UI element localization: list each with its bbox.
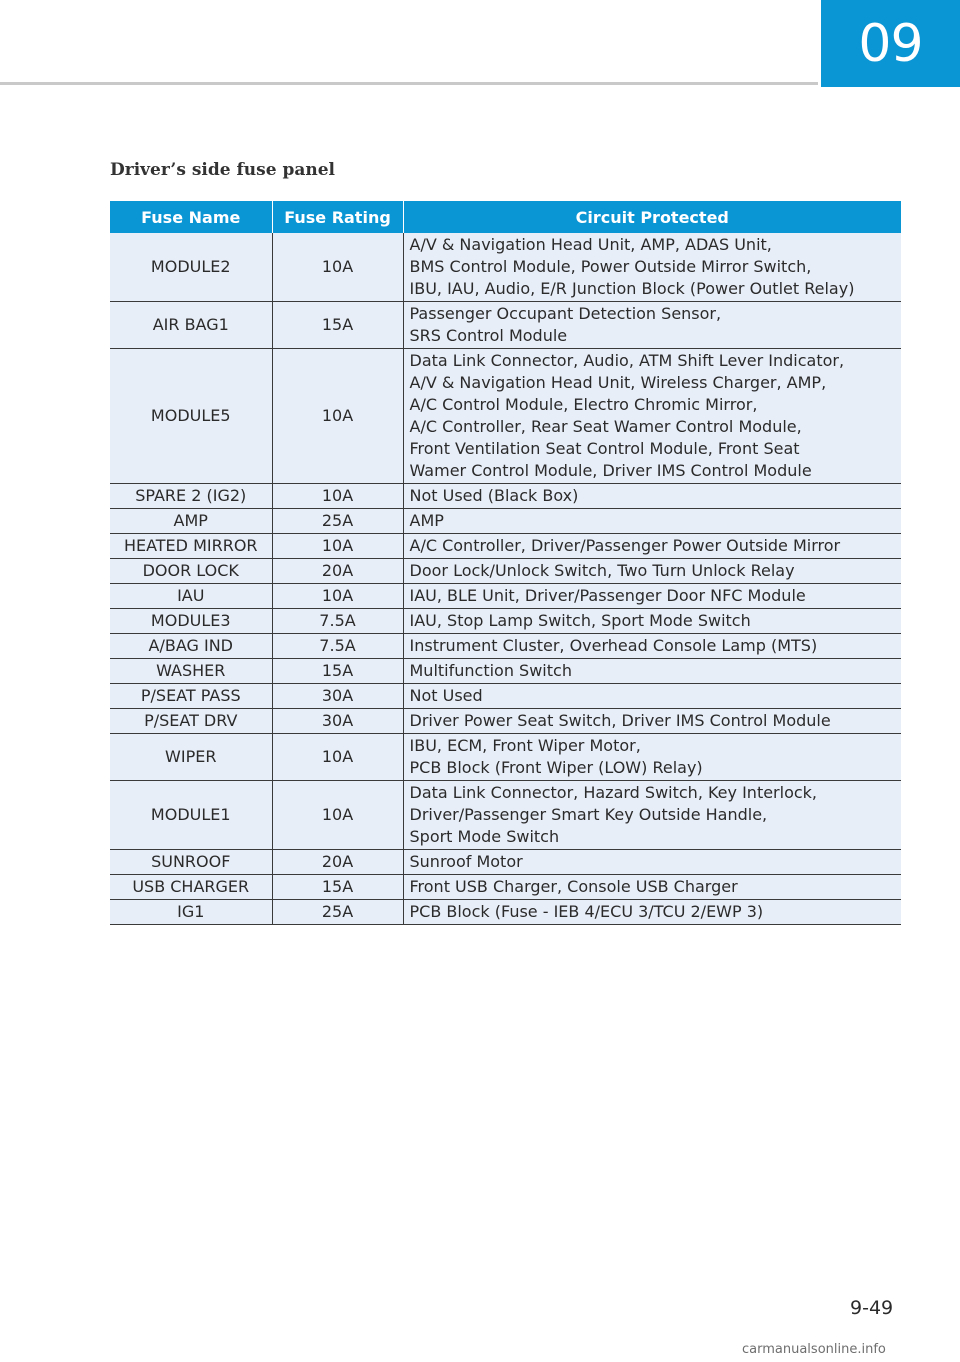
circuit-protected-cell: IBU, ECM, Front Wiper Motor, PCB Block (Front Wiper (LOW) Relay) [403,734,901,781]
table-row [110,850,901,875]
circuit-protected-cell: Not Used (Black Box) [403,484,901,509]
table-row [110,781,901,850]
circuit-protected-cell: PCB Block (Fuse - IEB 4/ECU 3/TCU 2/EWP 3) [403,900,901,925]
fuse-rating-cell: 10A [272,484,403,509]
table-row [110,559,901,584]
fuse-name-cell: IG1 [110,900,272,925]
table-row [110,900,901,925]
fuse-rating-cell: 7.5A [272,609,403,634]
table-row [110,609,901,634]
table-row [110,875,901,900]
fuse-rating-cell: 30A [272,684,403,709]
table-row [110,709,901,734]
circuit-protected-cell: A/C Controller, Driver/Passenger Power Outside Mirror [403,534,901,559]
fuse-name-cell: HEATED MIRROR [110,534,272,559]
fuse-table [110,201,901,925]
fuse-rating-cell: 10A [272,584,403,609]
fuse-name-cell: MODULE5 [110,349,272,484]
fuse-name-cell: IAU [110,584,272,609]
circuit-protected-cell: Passenger Occupant Detection Sensor, SRS Control Module [403,302,901,349]
fuse-name-cell: A/BAG IND [110,634,272,659]
fuse-rating-cell: 15A [272,659,403,684]
fuse-name-cell: P/SEAT PASS [110,684,272,709]
circuit-protected-cell: IAU, BLE Unit, Driver/Passenger Door NFC Module [403,584,901,609]
fuse-name-cell: AIR BAG1 [110,302,272,349]
circuit-protected-cell: Sunroof Motor [403,850,901,875]
circuit-protected-cell: Data Link Connector, Hazard Switch, Key Interlock, Driver/Passenger Smart Key Outside Handle, Sport Mode Switch [403,781,901,850]
fuse-rating-cell: 10A [272,233,403,302]
circuit-protected-cell: Driver Power Seat Switch, Driver IMS Control Module [403,709,901,734]
table-row [110,534,901,559]
header-fuse-rating: Fuse Rating [272,201,403,233]
fuse-rating-cell: 10A [272,734,403,781]
fuse-rating-cell: 15A [272,875,403,900]
table-row [110,659,901,684]
table-row [110,349,901,484]
header-fuse-name: Fuse Name [110,201,272,233]
circuit-protected-cell: A/V & Navigation Head Unit, AMP, ADAS Unit, BMS Control Module, Power Outside Mirror Switch, IBU, IAU, Audio, E/R Junction Block (Power Outlet Relay) [403,233,901,302]
fuse-name-cell: WIPER [110,734,272,781]
circuit-protected-cell: Data Link Connector, Audio, ATM Shift Lever Indicator, A/V & Navigation Head Unit, Wireless Charger, AMP, A/C Control Module, Electro Chromic Mirror, A/C Controller, Rear Seat Wamer Control Module, Front Ventilation Seat Control Module, Front Seat Wamer Control Module, Driver IMS Control Module [403,349,901,484]
circuit-protected-cell: Not Used [403,684,901,709]
circuit-protected-cell: Instrument Cluster, Overhead Console Lamp (MTS) [403,634,901,659]
fuse-name-cell: MODULE1 [110,781,272,850]
fuse-rating-cell: 10A [272,781,403,850]
table-row [110,634,901,659]
fuse-rating-cell: 25A [272,509,403,534]
table-row [110,684,901,709]
fuse-name-cell: P/SEAT DRV [110,709,272,734]
fuse-rating-cell: 25A [272,900,403,925]
fuse-rating-cell: 10A [272,534,403,559]
fuse-name-cell: SPARE 2 (IG2) [110,484,272,509]
table-row [110,233,901,302]
watermark-text: carmanualsonline.info [742,1342,886,1357]
circuit-protected-cell: Door Lock/Unlock Switch, Two Turn Unlock Relay [403,559,901,584]
table-row [110,584,901,609]
fuse-name-cell: MODULE3 [110,609,272,634]
page-number: 9-49 [850,1297,894,1319]
table-header-row [110,201,901,233]
fuse-name-cell: WASHER [110,659,272,684]
fuse-name-cell: AMP [110,509,272,534]
header-rule [0,82,818,85]
section-title: Driver’s side fuse panel [110,160,336,180]
fuse-rating-cell: 10A [272,349,403,484]
header-circuit-protected: Circuit Protected [403,201,901,233]
table-row [110,509,901,534]
fuse-rating-cell: 30A [272,709,403,734]
fuse-rating-cell: 15A [272,302,403,349]
fuse-rating-cell: 20A [272,850,403,875]
fuse-name-cell: SUNROOF [110,850,272,875]
fuse-name-cell: MODULE2 [110,233,272,302]
circuit-protected-cell: AMP [403,509,901,534]
table-row [110,302,901,349]
fuse-name-cell: DOOR LOCK [110,559,272,584]
fuse-rating-cell: 7.5A [272,634,403,659]
chapter-tab: 09 [821,0,960,87]
circuit-protected-cell: Front USB Charger, Console USB Charger [403,875,901,900]
circuit-protected-cell: IAU, Stop Lamp Switch, Sport Mode Switch [403,609,901,634]
circuit-protected-cell: Multifunction Switch [403,659,901,684]
fuse-name-cell: USB CHARGER [110,875,272,900]
table-row [110,484,901,509]
table-row [110,734,901,781]
fuse-rating-cell: 20A [272,559,403,584]
